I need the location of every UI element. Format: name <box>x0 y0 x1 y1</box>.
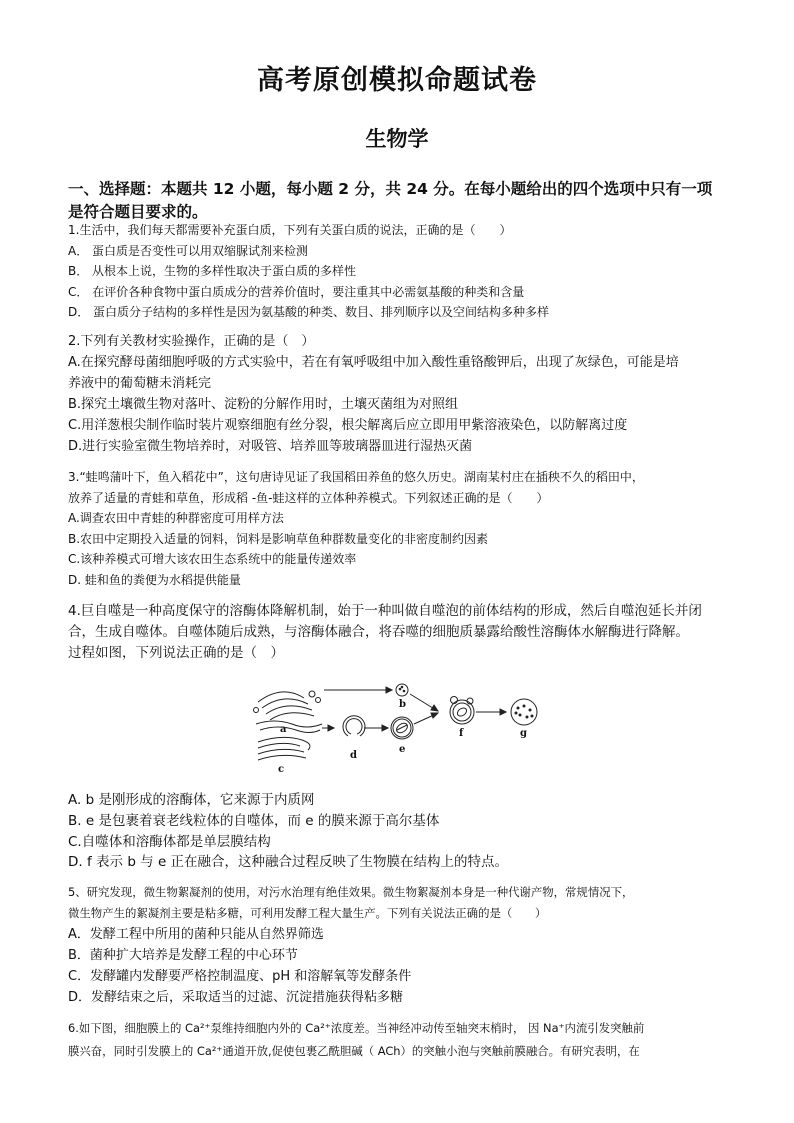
question-5-options <box>68 924 740 1008</box>
option-c: C.自噬体和溶酶体都是单层膜结构 <box>68 833 271 850</box>
option-a: A．发酵工程中所用的菌种只能从自然界筛选 <box>68 927 324 942</box>
autophagosome-e <box>391 717 413 739</box>
question-2 <box>68 331 740 457</box>
option-d: D. 蛙和鱼的粪便为水稻提供能量 <box>68 572 241 587</box>
option-b: B.农田中定期投入适量的饲料，饲料是影响草鱼种群数量变化的非密度制约因素 <box>68 531 489 546</box>
question-4 <box>68 601 740 663</box>
question-stem: 1.生活中，我们每天都需要补充蛋白质，下列有关蛋白质的说法，正确的是（ ） <box>68 223 512 237</box>
question-stem: 微生物产生的絮凝剂主要是粘多糖，可利用发酵工程大量生产。下列有关说法正确的是（ ） <box>68 906 547 920</box>
option-d: D． 蛋白质分子结构的多样性是因为氨基酸的种类、数目、排列顺序以及空间结构多种多样 <box>68 305 550 319</box>
option-d: D. f 表示 b 与 e 正在融合，这种融合过程反映了生物膜在结构上的特点。 <box>68 854 509 871</box>
section-heading <box>68 178 728 224</box>
question-stem: 过程如图，下列说法正确的是（ ） <box>68 644 284 661</box>
option-a: A. b 是刚形成的溶酶体，它来源于内质网 <box>68 792 315 808</box>
question-stem: 放养了适量的青蛙和草鱼，形成稻 -鱼-蛙这样的立体种养模式。下列叙述正确的是（ ） <box>68 490 549 505</box>
option-c: C． 在评价各种食物中蛋白质成分的营养价值时，要注重其中必需氨基酸的种类和含量 <box>68 284 525 299</box>
figure-label-d: d <box>350 750 357 761</box>
question-5 <box>68 882 748 924</box>
option-c: C.用洋葱根尖制作临时装片观察细胞有丝分裂，根尖解离后应立即用甲紫溶液染色，以防解离过度 <box>68 418 628 433</box>
section-line: 一、选择题：本题共 12 小题，每小题 2 分，共 24 分。在每小题给出的四个选项中只有一项 <box>68 180 713 198</box>
autophagy-process-figure <box>252 680 552 780</box>
endoplasmic-reticulum <box>258 737 310 760</box>
fusion-f <box>450 697 474 725</box>
option-a: A.在探究酵母菌细胞呼吸的方式实验中，若在有氧呼吸组中加入酸性重铬酸钾后，出现了灰绿色，可能是培 <box>68 355 679 370</box>
option-b: B．菌种扩大培养是发酵工程的中心环节 <box>68 948 298 963</box>
question-3 <box>68 467 740 590</box>
figure-label-e: e <box>399 744 406 755</box>
option-a: A.调查农田中青蛙的种群密度可用样方法 <box>68 511 284 525</box>
question-stem: 2.下列有关教材实验操作，正确的是（ ） <box>68 334 315 349</box>
question-stem: 4.巨自噬是一种高度保守的溶酶体降解机制，始于一种叫做自噬泡的前体结构的形成，然后自噬泡延长并闭 <box>68 603 702 619</box>
figure-label-g: g <box>520 728 527 739</box>
option-b: B.探究土壤微生物对落叶、淀粉的分解作用时，土壤灭菌组为对照组 <box>68 397 459 412</box>
question-stem: 6.如下图，细胞膜上的 Ca²⁺泵维持细胞内外的 Ca²⁺浓度差。当神经冲动传至轴突末梢时， 因 Na⁺内流引发突触前 <box>68 1021 645 1035</box>
question-6 <box>68 1017 748 1063</box>
golgi-apparatus <box>254 691 323 733</box>
question-stem: 膜兴奋，同时引发膜上的 Ca²⁺通道开放,促使包裹乙酰胆碱（ ACh）的突触小泡与突触前膜融合。有研究表明，在 <box>68 1044 640 1058</box>
figure-label-f: f <box>459 728 464 739</box>
option-c: C.该种养模式可增大该农田生态系统中的能量传递效率 <box>68 552 357 566</box>
option-a: A． 蛋白质是否变性可以用双缩脲试剂来检测 <box>68 243 309 258</box>
question-1 <box>68 220 740 323</box>
page-title: 高考原创模拟命题试卷 <box>257 65 537 96</box>
question-stem: 3.“蛙鸣蒲叶下，鱼入稻花中”，这句唐诗见证了我国稻田养鱼的悠久历史。湖南某村庄在插秧不久的稻田中， <box>68 470 644 484</box>
autolysosome-g <box>511 699 537 725</box>
figure-label-c: c <box>278 764 285 775</box>
option-c: C．发酵罐内发酵要严格控制温度、pH 和溶解氧等发酵条件 <box>68 969 412 984</box>
question-4-options <box>68 790 740 873</box>
option-d: D．发酵结束之后，采取适当的过滤、沉淀措施获得粘多糖 <box>68 990 404 1005</box>
question-stem: 合，生成自噬体。自噬体随后成熟，与溶酶体融合，将吞噬的细胞质暴露给酸性溶酶体水解酶进行降解。 <box>68 623 689 640</box>
subject-title: 生物学 <box>365 127 429 151</box>
figure-label-a: a <box>280 724 287 735</box>
question-stem: 5、研究发现，微生物絮凝剂的使用，对污水治理有绝佳效果。微生物絮凝剂本身是一种代谢产物，常规情况下， <box>68 885 634 899</box>
section-line: 是符合题目要求的。 <box>68 203 208 221</box>
option-b: B． 从根本上说，生物的多样性取决于蛋白质的多样性 <box>68 264 357 278</box>
figure-label-b: b <box>399 699 406 710</box>
option-d: D.进行实验室微生物培养时，对吸管、培养皿等玻璃器皿进行湿热灭菌 <box>68 439 473 454</box>
option-b: B. e 是包裹着衰老线粒体的自噬体，而 e 的膜来源于高尔基体 <box>68 812 440 829</box>
option-a-continued: 养液中的葡萄糖未消耗完 <box>68 376 212 391</box>
